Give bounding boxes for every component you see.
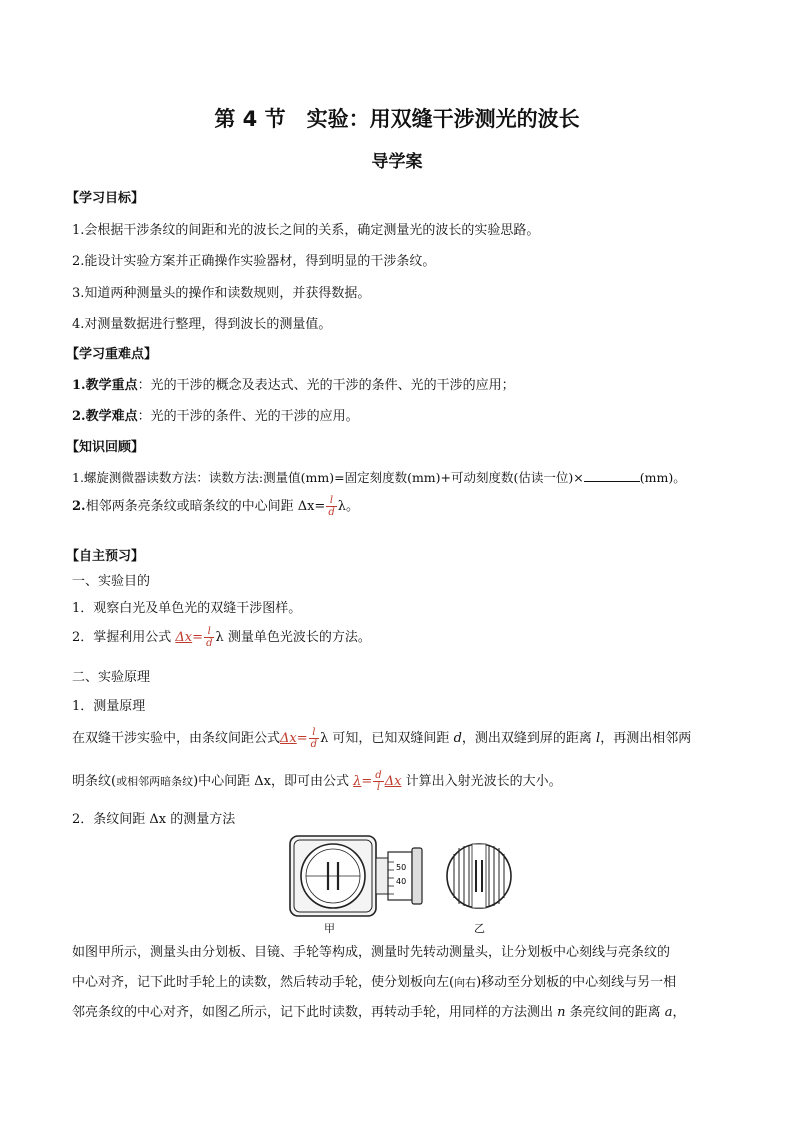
formula-equals: = (361, 774, 373, 789)
formula-dx: Δx (384, 774, 402, 789)
formula-dx: Δx (175, 630, 193, 645)
goal-item: 1.会根据干涉条纹的间距和光的波长之间的关系，确定测量光的波长的实验思路。 (72, 223, 540, 238)
review-item-2 (72, 495, 359, 518)
formula-fraction (373, 770, 383, 793)
figure-caption-a: 甲 (324, 922, 335, 935)
key-point-item (72, 405, 359, 424)
key-point-label: 2.教学难点 (72, 409, 138, 424)
paragraph-text: )中心间距 Δx，即可由公式 (193, 774, 354, 789)
review-text: λ。 (337, 499, 359, 514)
variable-n: n (557, 1005, 566, 1020)
page-subtitle: 导学案 (371, 152, 423, 172)
section-goals-heading: 【学习目标】 (66, 191, 145, 206)
fill-blank (584, 471, 640, 482)
page-title: 第 4 节 实验：用双缝干涉测光的波长 (214, 107, 580, 131)
paragraph-text: 邻亮条纹的中心对齐，如图乙所示，记下此时读数，再转动手轮，用同样的方法测出 (72, 1005, 558, 1020)
subsection-heading: 1．测量原理 (72, 699, 146, 714)
variable-a: a (664, 1005, 673, 1020)
goal-item: 2.能设计实验方案并正确操作实验器材，得到明显的干涉条纹。 (72, 254, 436, 269)
fraction-denominator: l (376, 782, 381, 793)
paragraph-note: 向右 (454, 976, 477, 989)
section-key-heading: 【学习重难点】 (66, 347, 158, 362)
paragraph-text: ，测出双缝到屏的距离 (461, 731, 597, 746)
review-text: 1.螺旋测微器读数方法：读数方法:测量值(mm)=固定刻度数(mm)+可动刻度数(估读一位)× (72, 470, 584, 485)
fraction-numerator: l (309, 727, 319, 739)
formula-lambda: λ (353, 774, 362, 789)
formula-equals: = (296, 731, 308, 746)
preview-item: 1．观察白光及单色光的双缝干涉图样。 (72, 601, 302, 616)
paragraph-text: 计算出入射光波长的大小。 (405, 774, 562, 789)
paragraph-text: ， (672, 1005, 686, 1020)
variable-d: d (453, 731, 462, 746)
goal-item: 3.知道两种测量头的操作和读数规则，并获得数据。 (72, 286, 371, 301)
paragraph-text: 中心对齐，记下此时手轮上的读数，然后转动手轮，使分划板向左( (72, 975, 455, 990)
key-point-text: ：光的干涉的条件、光的干涉的应用。 (137, 409, 359, 424)
paragraph-note: 或相邻两暗条纹 (116, 775, 194, 788)
formula-fraction (309, 727, 319, 750)
key-point-label: 1.教学重点 (72, 378, 138, 393)
section-preview-heading: 【自主预习】 (66, 549, 145, 564)
fraction-denominator: d (328, 507, 335, 518)
formula-fraction (204, 626, 214, 649)
preview-item (72, 626, 371, 649)
review-item-1 (72, 468, 686, 486)
review-unit: (mm)。 (639, 470, 686, 485)
paragraph-line (72, 727, 691, 750)
review-text: 相邻两条亮条纹或暗条纹的中心间距 Δx= (85, 499, 326, 514)
variable-l: l (596, 731, 601, 746)
fraction-numerator: d (375, 770, 382, 781)
paragraph-text: 明条纹( (72, 774, 117, 789)
formula-equals: = (192, 630, 204, 645)
figure-b (447, 844, 511, 908)
figure-caption-b: 乙 (474, 922, 485, 935)
paragraph-text: 在双缝干涉实验中，由条纹间距公式 (72, 731, 281, 746)
fraction-denominator: d (310, 739, 318, 750)
scale-label: 50 (396, 863, 407, 872)
fraction-denominator: d (206, 638, 213, 649)
paragraph-text: ，再测出相邻两 (600, 731, 692, 746)
key-point-item (72, 374, 515, 393)
fraction-numerator: l (204, 626, 214, 638)
review-number: 2. (72, 499, 86, 514)
figure-a (290, 836, 422, 916)
formula-dx: Δx (280, 731, 297, 746)
paragraph-line (72, 971, 676, 990)
measuring-head-figure (284, 832, 524, 934)
subsection-heading: 二、实验原理 (72, 670, 151, 685)
paragraph-line: 如图甲所示，测量头由分划板、目镜、手轮等构成，测量时先转动测量头，让分划板中心刻线与亮条纹的 (72, 945, 671, 960)
paragraph-text: λ 可知，已知双缝间距 (320, 731, 454, 746)
fraction-numerator: l (326, 495, 336, 507)
section-review-heading: 【知识回顾】 (66, 440, 145, 455)
key-point-text: ：光的干涉的概念及表达式、光的干涉的条件、光的干涉的应用； (137, 378, 515, 393)
paragraph-line (72, 770, 562, 793)
formula-fraction (326, 495, 336, 518)
subsection-heading: 一、实验目的 (72, 574, 151, 589)
paragraph-text: 条亮纹间的距离 (565, 1005, 665, 1020)
preview-text: λ 测量单色光波长的方法。 (215, 630, 371, 645)
paragraph-line (72, 1001, 686, 1020)
goal-item: 4.对测量数据进行整理，得到波长的测量值。 (72, 317, 332, 332)
scale-label: 40 (396, 877, 407, 886)
paragraph-text: )移动至分划板的中心刻线与另一相 (476, 975, 677, 990)
preview-text: 2．掌握利用公式 (72, 630, 172, 645)
subsection-heading: 2．条纹间距 Δx 的测量方法 (72, 812, 236, 827)
